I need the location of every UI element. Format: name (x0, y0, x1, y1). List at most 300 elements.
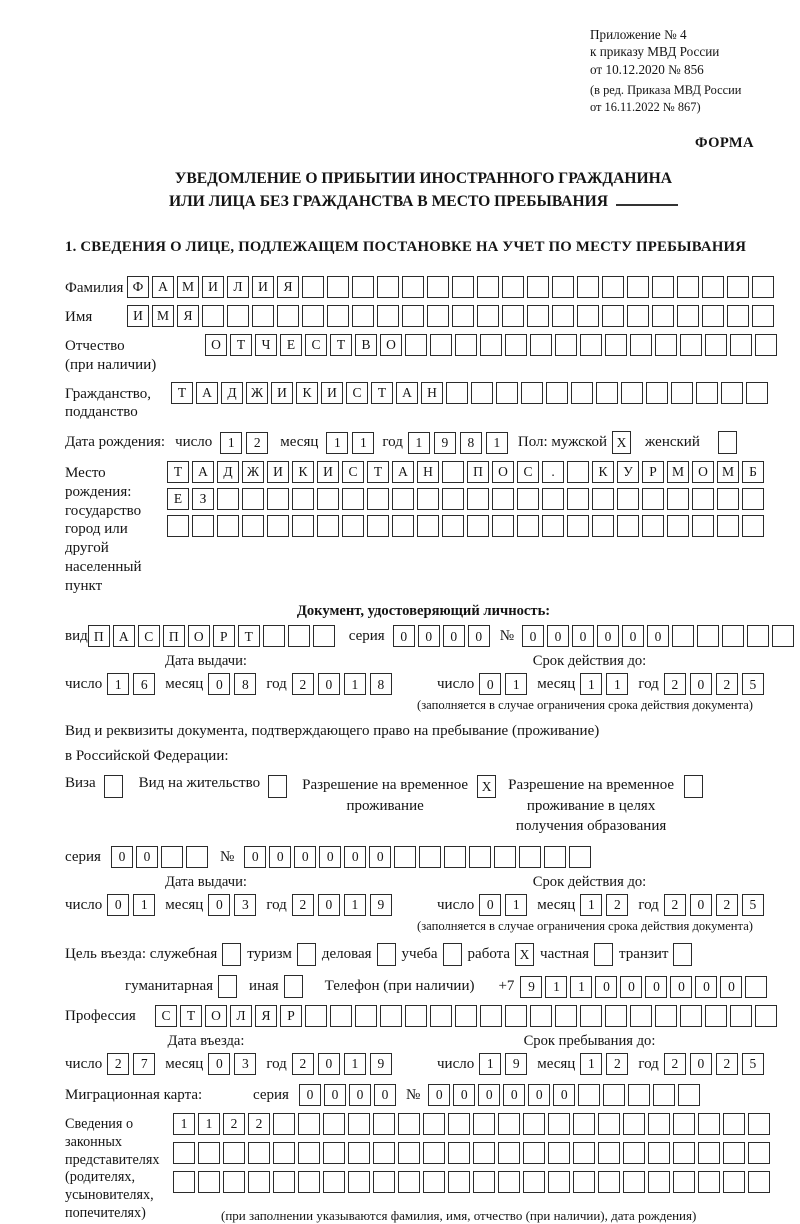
char-cell[interactable]: 1 (326, 432, 348, 454)
char-cell[interactable] (417, 515, 439, 537)
char-cell[interactable] (653, 1084, 675, 1106)
char-cell[interactable] (552, 276, 574, 298)
char-cell[interactable]: С (155, 1005, 177, 1027)
doc-series-input[interactable] (393, 625, 490, 647)
char-cell[interactable]: 0 (720, 976, 742, 998)
permit-valid-day-input[interactable] (479, 894, 527, 916)
char-cell[interactable]: Т (171, 382, 193, 404)
surname-input[interactable] (127, 276, 774, 298)
char-cell[interactable] (573, 1113, 595, 1135)
char-cell[interactable] (423, 1171, 445, 1193)
char-cell[interactable] (617, 515, 639, 537)
char-cell[interactable]: З (192, 488, 214, 510)
char-cell[interactable] (755, 334, 777, 356)
entry-day-input[interactable] (107, 1053, 155, 1075)
char-cell[interactable] (473, 1113, 495, 1135)
char-cell[interactable] (623, 1171, 645, 1193)
checkbox-cell[interactable] (284, 975, 303, 998)
char-cell[interactable]: Т (167, 461, 189, 483)
char-cell[interactable] (167, 515, 189, 537)
char-cell[interactable]: В (355, 334, 377, 356)
char-cell[interactable]: 0 (622, 625, 644, 647)
char-cell[interactable]: Ч (255, 334, 277, 356)
char-cell[interactable] (252, 305, 274, 327)
char-cell[interactable] (327, 305, 349, 327)
char-cell[interactable] (455, 1005, 477, 1027)
char-cell[interactable] (292, 488, 314, 510)
citizenship-input[interactable] (171, 382, 768, 404)
char-cell[interactable] (717, 515, 739, 537)
purpose-tourism-checkbox[interactable] (297, 943, 316, 966)
char-cell[interactable]: 1 (606, 673, 628, 695)
char-cell[interactable] (452, 305, 474, 327)
char-cell[interactable]: Я (177, 305, 199, 327)
char-cell[interactable] (498, 1171, 520, 1193)
char-cell[interactable] (330, 1005, 352, 1027)
char-cell[interactable] (555, 334, 577, 356)
char-cell[interactable] (480, 1005, 502, 1027)
char-cell[interactable] (598, 1113, 620, 1135)
char-cell[interactable]: 3 (234, 1053, 256, 1075)
char-cell[interactable]: 2 (716, 673, 738, 695)
sex-male-checkbox[interactable] (612, 431, 631, 454)
char-cell[interactable]: 0 (478, 1084, 500, 1106)
residence-permit-checkbox[interactable] (268, 775, 287, 798)
char-cell[interactable] (394, 846, 416, 868)
char-cell[interactable] (746, 382, 768, 404)
char-cell[interactable]: 0 (393, 625, 415, 647)
char-cell[interactable] (692, 515, 714, 537)
doc-type-input[interactable] (88, 625, 335, 647)
char-cell[interactable] (223, 1142, 245, 1164)
char-cell[interactable] (452, 276, 474, 298)
char-cell[interactable]: Ж (246, 382, 268, 404)
char-cell[interactable]: 9 (370, 1053, 392, 1075)
checkbox-cell[interactable] (377, 943, 396, 966)
char-cell[interactable] (173, 1171, 195, 1193)
char-cell[interactable] (298, 1142, 320, 1164)
doc-issue-day-input[interactable] (107, 673, 155, 695)
entry-year-input[interactable] (292, 1053, 392, 1075)
phone-input[interactable] (520, 976, 767, 998)
char-cell[interactable] (748, 1171, 770, 1193)
char-cell[interactable] (627, 276, 649, 298)
char-cell[interactable] (492, 515, 514, 537)
char-cell[interactable]: А (396, 382, 418, 404)
char-cell[interactable]: 1 (344, 1053, 366, 1075)
permit-issue-year-input[interactable] (292, 894, 392, 916)
char-cell[interactable]: 0 (324, 1084, 346, 1106)
char-cell[interactable]: К (592, 461, 614, 483)
char-cell[interactable] (705, 1005, 727, 1027)
char-cell[interactable] (502, 276, 524, 298)
char-cell[interactable]: 1 (545, 976, 567, 998)
char-cell[interactable]: 1 (580, 894, 602, 916)
char-cell[interactable] (192, 515, 214, 537)
birth-year-input[interactable] (408, 432, 508, 454)
purpose-private-checkbox[interactable] (594, 943, 613, 966)
char-cell[interactable] (469, 846, 491, 868)
char-cell[interactable]: 0 (695, 976, 717, 998)
char-cell[interactable]: С (138, 625, 160, 647)
migcard-series-input[interactable] (299, 1084, 396, 1106)
char-cell[interactable] (742, 488, 764, 510)
char-cell[interactable] (680, 334, 702, 356)
char-cell[interactable] (273, 1171, 295, 1193)
char-cell[interactable] (598, 1142, 620, 1164)
doc-valid-day-input[interactable] (479, 673, 527, 695)
char-cell[interactable]: 0 (318, 894, 340, 916)
char-cell[interactable] (342, 488, 364, 510)
char-cell[interactable] (161, 846, 183, 868)
char-cell[interactable]: А (196, 382, 218, 404)
char-cell[interactable] (317, 488, 339, 510)
char-cell[interactable]: М (717, 461, 739, 483)
checkbox-cell[interactable] (268, 775, 287, 798)
char-cell[interactable]: 9 (434, 432, 456, 454)
char-cell[interactable] (217, 488, 239, 510)
char-cell[interactable]: Д (221, 382, 243, 404)
char-cell[interactable] (673, 1113, 695, 1135)
char-cell[interactable]: 1 (408, 432, 430, 454)
char-cell[interactable] (577, 305, 599, 327)
char-cell[interactable]: 0 (428, 1084, 450, 1106)
birthplace-input-row2[interactable] (167, 488, 764, 510)
char-cell[interactable] (242, 515, 264, 537)
char-cell[interactable]: И (202, 276, 224, 298)
char-cell[interactable]: О (205, 334, 227, 356)
char-cell[interactable] (745, 976, 767, 998)
char-cell[interactable] (742, 515, 764, 537)
char-cell[interactable] (398, 1171, 420, 1193)
permit-valid-month-input[interactable] (580, 894, 628, 916)
char-cell[interactable] (546, 382, 568, 404)
char-cell[interactable] (673, 1171, 695, 1193)
char-cell[interactable] (505, 1005, 527, 1027)
char-cell[interactable] (277, 305, 299, 327)
checkbox-cell[interactable] (218, 975, 237, 998)
char-cell[interactable] (630, 1005, 652, 1027)
doc-issue-month-input[interactable] (208, 673, 256, 695)
char-cell[interactable]: Т (238, 625, 260, 647)
char-cell[interactable] (494, 846, 516, 868)
char-cell[interactable]: 3 (234, 894, 256, 916)
char-cell[interactable]: 2 (248, 1113, 270, 1135)
char-cell[interactable]: 0 (479, 673, 501, 695)
char-cell[interactable] (380, 1005, 402, 1027)
checkbox-cell[interactable] (718, 431, 737, 454)
char-cell[interactable]: С (305, 334, 327, 356)
char-cell[interactable]: 0 (620, 976, 642, 998)
permit-series-input[interactable] (111, 846, 208, 868)
char-cell[interactable]: Л (230, 1005, 252, 1027)
birth-day-input[interactable] (220, 432, 268, 454)
char-cell[interactable]: Л (227, 276, 249, 298)
char-cell[interactable]: Ф (127, 276, 149, 298)
char-cell[interactable] (717, 488, 739, 510)
char-cell[interactable] (747, 625, 769, 647)
char-cell[interactable]: А (192, 461, 214, 483)
char-cell[interactable]: А (152, 276, 174, 298)
char-cell[interactable]: 0 (690, 894, 712, 916)
doc-valid-year-input[interactable] (664, 673, 764, 695)
char-cell[interactable] (377, 276, 399, 298)
char-cell[interactable] (677, 276, 699, 298)
char-cell[interactable] (273, 1142, 295, 1164)
char-cell[interactable]: 0 (318, 1053, 340, 1075)
char-cell[interactable]: 1 (580, 673, 602, 695)
name-input[interactable] (127, 305, 774, 327)
char-cell[interactable] (496, 382, 518, 404)
char-cell[interactable] (186, 846, 208, 868)
profession-input[interactable] (155, 1005, 777, 1027)
char-cell[interactable] (580, 334, 602, 356)
char-cell[interactable] (592, 515, 614, 537)
char-cell[interactable] (223, 1171, 245, 1193)
char-cell[interactable]: 5 (742, 894, 764, 916)
char-cell[interactable]: К (292, 461, 314, 483)
char-cell[interactable]: 1 (570, 976, 592, 998)
char-cell[interactable] (448, 1142, 470, 1164)
char-cell[interactable] (567, 515, 589, 537)
char-cell[interactable]: Р (213, 625, 235, 647)
char-cell[interactable] (448, 1171, 470, 1193)
char-cell[interactable] (327, 276, 349, 298)
char-cell[interactable]: 0 (418, 625, 440, 647)
char-cell[interactable]: А (392, 461, 414, 483)
purpose-other-checkbox[interactable] (284, 975, 303, 998)
legal-input-row3[interactable] (173, 1171, 770, 1193)
char-cell[interactable]: 0 (208, 894, 230, 916)
char-cell[interactable] (602, 305, 624, 327)
char-cell[interactable] (288, 625, 310, 647)
char-cell[interactable]: 2 (292, 1053, 314, 1075)
checkbox-cell[interactable] (594, 943, 613, 966)
char-cell[interactable] (419, 846, 441, 868)
char-cell[interactable] (527, 276, 549, 298)
char-cell[interactable] (721, 382, 743, 404)
char-cell[interactable] (217, 515, 239, 537)
char-cell[interactable] (198, 1142, 220, 1164)
char-cell[interactable] (517, 488, 539, 510)
doc-issue-year-input[interactable] (292, 673, 392, 695)
char-cell[interactable]: 0 (453, 1084, 475, 1106)
char-cell[interactable] (648, 1113, 670, 1135)
char-cell[interactable] (573, 1142, 595, 1164)
char-cell[interactable]: Е (167, 488, 189, 510)
purpose-business-checkbox[interactable] (377, 943, 396, 966)
char-cell[interactable]: 2 (292, 894, 314, 916)
char-cell[interactable] (705, 334, 727, 356)
checkbox-cell[interactable] (222, 943, 241, 966)
char-cell[interactable] (442, 488, 464, 510)
char-cell[interactable]: 0 (244, 846, 266, 868)
char-cell[interactable] (448, 1113, 470, 1135)
char-cell[interactable] (427, 305, 449, 327)
char-cell[interactable]: М (177, 276, 199, 298)
char-cell[interactable] (398, 1142, 420, 1164)
char-cell[interactable] (423, 1113, 445, 1135)
char-cell[interactable]: 2 (664, 1053, 686, 1075)
char-cell[interactable]: И (317, 461, 339, 483)
char-cell[interactable] (723, 1142, 745, 1164)
char-cell[interactable]: 2 (606, 894, 628, 916)
char-cell[interactable] (523, 1171, 545, 1193)
char-cell[interactable]: П (467, 461, 489, 483)
char-cell[interactable]: 0 (597, 625, 619, 647)
char-cell[interactable] (648, 1142, 670, 1164)
char-cell[interactable] (628, 1084, 650, 1106)
char-cell[interactable]: С (346, 382, 368, 404)
permit-issue-month-input[interactable] (208, 894, 256, 916)
char-cell[interactable] (355, 1005, 377, 1027)
char-cell[interactable] (605, 334, 627, 356)
char-cell[interactable] (427, 276, 449, 298)
char-cell[interactable]: 1 (352, 432, 374, 454)
legal-input-row2[interactable] (173, 1142, 770, 1164)
char-cell[interactable] (402, 305, 424, 327)
char-cell[interactable] (373, 1113, 395, 1135)
char-cell[interactable]: 0 (503, 1084, 525, 1106)
char-cell[interactable]: Н (417, 461, 439, 483)
char-cell[interactable]: 0 (269, 846, 291, 868)
char-cell[interactable] (402, 276, 424, 298)
char-cell[interactable]: 1 (344, 673, 366, 695)
char-cell[interactable] (323, 1171, 345, 1193)
char-cell[interactable] (313, 625, 335, 647)
char-cell[interactable] (723, 1113, 745, 1135)
birth-month-input[interactable] (326, 432, 374, 454)
char-cell[interactable] (473, 1142, 495, 1164)
char-cell[interactable] (544, 846, 566, 868)
char-cell[interactable] (348, 1171, 370, 1193)
char-cell[interactable]: 0 (208, 1053, 230, 1075)
checkbox-cell[interactable] (104, 775, 123, 798)
char-cell[interactable] (227, 305, 249, 327)
char-cell[interactable] (298, 1113, 320, 1135)
char-cell[interactable] (267, 488, 289, 510)
char-cell[interactable]: Ж (242, 461, 264, 483)
char-cell[interactable] (446, 382, 468, 404)
sex-female-checkbox[interactable] (718, 431, 737, 454)
char-cell[interactable] (752, 276, 774, 298)
char-cell[interactable] (198, 1171, 220, 1193)
char-cell[interactable]: 0 (344, 846, 366, 868)
char-cell[interactable]: О (692, 461, 714, 483)
char-cell[interactable] (552, 305, 574, 327)
char-cell[interactable] (722, 625, 744, 647)
char-cell[interactable] (542, 515, 564, 537)
entry-month-input[interactable] (208, 1053, 256, 1075)
char-cell[interactable] (298, 1171, 320, 1193)
char-cell[interactable] (173, 1142, 195, 1164)
char-cell[interactable] (517, 515, 539, 537)
char-cell[interactable]: 2 (716, 1053, 738, 1075)
char-cell[interactable] (471, 382, 493, 404)
char-cell[interactable] (548, 1142, 570, 1164)
char-cell[interactable] (263, 625, 285, 647)
char-cell[interactable]: Т (330, 334, 352, 356)
char-cell[interactable] (548, 1171, 570, 1193)
char-cell[interactable] (642, 515, 664, 537)
char-cell[interactable] (523, 1113, 545, 1135)
char-cell[interactable]: Т (371, 382, 393, 404)
checkbox-cell[interactable]: X (477, 775, 496, 798)
char-cell[interactable]: Р (642, 461, 664, 483)
char-cell[interactable]: О (380, 334, 402, 356)
char-cell[interactable] (598, 1171, 620, 1193)
char-cell[interactable]: И (127, 305, 149, 327)
char-cell[interactable] (697, 625, 719, 647)
char-cell[interactable] (730, 1005, 752, 1027)
char-cell[interactable] (603, 1084, 625, 1106)
char-cell[interactable]: 0 (528, 1084, 550, 1106)
char-cell[interactable]: 5 (742, 1053, 764, 1075)
char-cell[interactable] (527, 305, 549, 327)
char-cell[interactable]: О (188, 625, 210, 647)
char-cell[interactable] (405, 334, 427, 356)
char-cell[interactable] (405, 1005, 427, 1027)
char-cell[interactable]: 0 (645, 976, 667, 998)
char-cell[interactable] (467, 488, 489, 510)
char-cell[interactable] (752, 305, 774, 327)
char-cell[interactable] (377, 305, 399, 327)
char-cell[interactable] (530, 1005, 552, 1027)
char-cell[interactable]: 8 (234, 673, 256, 695)
char-cell[interactable]: Р (280, 1005, 302, 1027)
char-cell[interactable]: Т (180, 1005, 202, 1027)
char-cell[interactable] (473, 1171, 495, 1193)
char-cell[interactable] (202, 305, 224, 327)
checkbox-cell[interactable] (684, 775, 703, 798)
char-cell[interactable] (623, 1113, 645, 1135)
char-cell[interactable]: 9 (505, 1053, 527, 1075)
char-cell[interactable]: 2 (664, 894, 686, 916)
char-cell[interactable]: 1 (198, 1113, 220, 1135)
char-cell[interactable] (698, 1171, 720, 1193)
char-cell[interactable] (567, 488, 589, 510)
char-cell[interactable]: А (113, 625, 135, 647)
char-cell[interactable] (702, 305, 724, 327)
char-cell[interactable]: 0 (443, 625, 465, 647)
permit-valid-year-input[interactable] (664, 894, 764, 916)
doc-valid-month-input[interactable] (580, 673, 628, 695)
char-cell[interactable] (673, 1142, 695, 1164)
char-cell[interactable]: К (296, 382, 318, 404)
char-cell[interactable] (273, 1113, 295, 1135)
char-cell[interactable]: 0 (595, 976, 617, 998)
char-cell[interactable]: 0 (690, 673, 712, 695)
char-cell[interactable] (696, 382, 718, 404)
char-cell[interactable] (580, 1005, 602, 1027)
char-cell[interactable]: 0 (690, 1053, 712, 1075)
char-cell[interactable] (772, 625, 794, 647)
char-cell[interactable]: 8 (370, 673, 392, 695)
char-cell[interactable]: Б (742, 461, 764, 483)
char-cell[interactable]: М (152, 305, 174, 327)
char-cell[interactable]: 0 (319, 846, 341, 868)
char-cell[interactable] (671, 382, 693, 404)
char-cell[interactable]: 6 (133, 673, 155, 695)
char-cell[interactable] (242, 488, 264, 510)
char-cell[interactable]: 9 (370, 894, 392, 916)
char-cell[interactable] (617, 488, 639, 510)
char-cell[interactable] (621, 382, 643, 404)
stay-day-input[interactable] (479, 1053, 527, 1075)
char-cell[interactable] (467, 515, 489, 537)
char-cell[interactable] (373, 1142, 395, 1164)
patronymic-input[interactable] (205, 334, 777, 356)
